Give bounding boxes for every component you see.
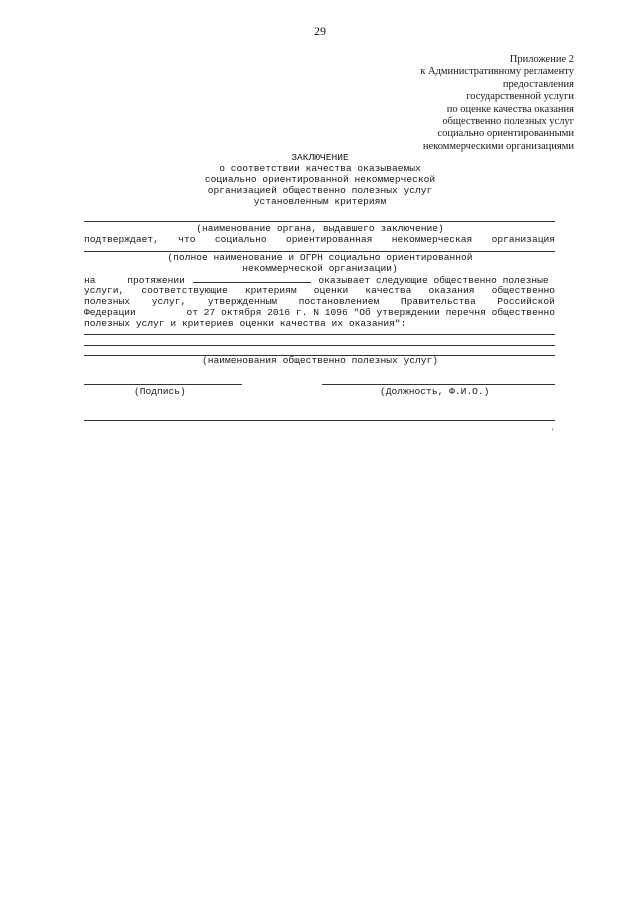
- title-line: социально ориентированной некоммерческой: [204, 174, 436, 185]
- document-title: [0, 152, 640, 207]
- period-blank: [193, 274, 311, 283]
- word: от 27 октября 2016 г. N 1096 "Об утверждении перечня общественно: [186, 307, 555, 318]
- appendix-line: к Административному регламенту: [420, 66, 574, 78]
- appendix-line: предоставления: [502, 78, 574, 90]
- word: некоммерческая: [391, 234, 473, 245]
- appendix-line: общественно полезных услуг: [442, 116, 574, 128]
- federation-line: [84, 307, 555, 318]
- word: организация: [491, 234, 555, 245]
- word: критериям: [244, 285, 297, 296]
- title-line: организацией общественно полезных услуг: [207, 185, 433, 196]
- word: утвержденным: [207, 296, 277, 307]
- word: полезных: [84, 296, 131, 307]
- services-caption: (наименования общественно полезных услуг): [201, 355, 439, 366]
- confirms-line: [84, 234, 555, 245]
- word: ориентированная: [285, 234, 373, 245]
- criteria-line: полезных услуг и критериев оценки качества их оказания":: [84, 318, 407, 329]
- appendix-line: социально ориентированными: [437, 128, 574, 140]
- word: постановлением: [298, 296, 380, 307]
- position-caption: (Должность, Ф.И.О.): [380, 386, 490, 397]
- title-line: о соответствии качества оказываемых: [219, 163, 421, 174]
- services-blank-2: [84, 345, 555, 346]
- word: услуг,: [151, 296, 187, 307]
- word: протяжении: [127, 275, 185, 286]
- useful-line: [84, 296, 555, 307]
- word: услуги,: [84, 285, 125, 296]
- stray-mark: ': [552, 427, 554, 436]
- word: соответствующие: [141, 285, 228, 296]
- word: качества: [365, 285, 412, 296]
- word: оказания: [428, 285, 475, 296]
- organ-name-caption: (наименование органа, выдавшего заключение): [196, 223, 444, 234]
- appendix-header: [314, 54, 574, 153]
- title-line: установленным критериям: [253, 196, 387, 207]
- appendix-line: по оценке качества оказания: [446, 103, 574, 115]
- org-name-caption-1: (полное наименование и ОГРН социально ориентированной: [167, 252, 473, 263]
- word: что: [178, 234, 196, 245]
- position-blank: [322, 384, 555, 385]
- word: оценки: [313, 285, 349, 296]
- word: Правительства: [400, 296, 476, 307]
- signature-blank: [84, 384, 242, 385]
- word: подтверждает,: [84, 234, 159, 245]
- word: общественно: [491, 285, 555, 296]
- word: Федерации: [84, 307, 136, 318]
- services-line: [84, 285, 555, 296]
- page-number: 29: [314, 24, 326, 38]
- word: на: [84, 275, 96, 286]
- organ-name-blank: [84, 221, 555, 222]
- appendix-line: государственной услуги: [466, 91, 574, 103]
- appendix-line: Приложение 2: [509, 54, 574, 65]
- title-line: ЗАКЛЮЧЕНИЕ: [291, 152, 349, 163]
- during-rest: оказывает следующие общественно полезные: [318, 275, 549, 286]
- word: социально: [214, 234, 267, 245]
- org-name-caption-2: некоммерческой организации): [242, 263, 398, 274]
- appendix-line: некоммерческими организациями: [422, 140, 574, 152]
- services-blank-1: [84, 334, 555, 335]
- word: Российской: [497, 296, 555, 307]
- bottom-rule: [84, 420, 555, 421]
- signature-caption: (Подпись): [134, 386, 186, 397]
